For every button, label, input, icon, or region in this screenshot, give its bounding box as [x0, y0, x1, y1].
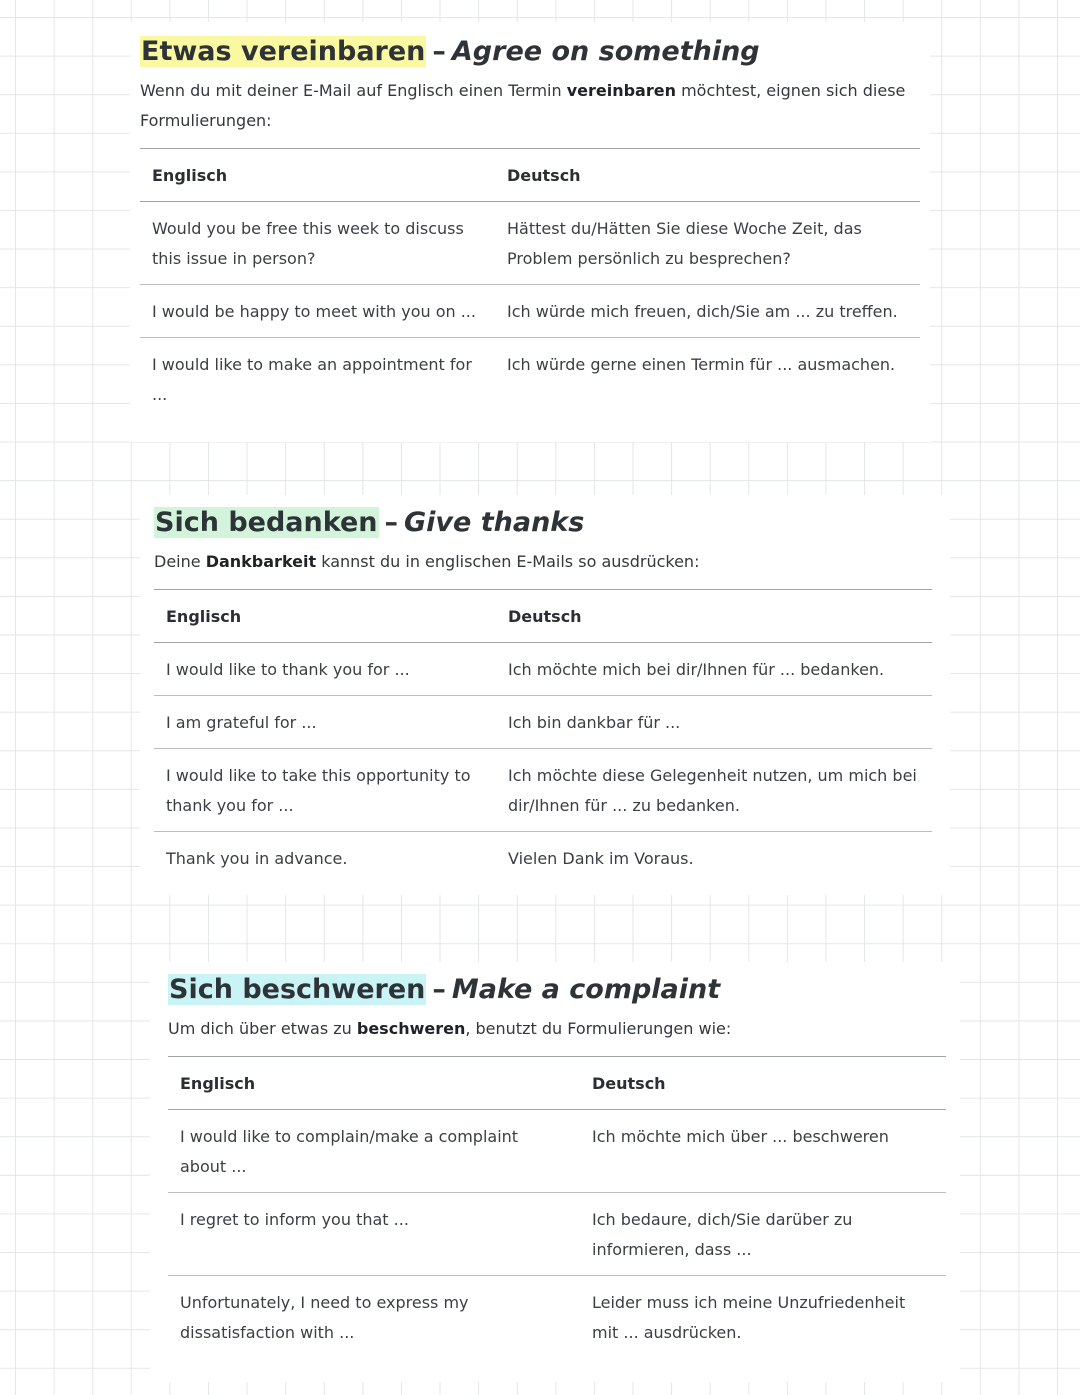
- table-row: [154, 643, 932, 696]
- cell-english: Unfortunately, I need to express my dissatisfaction with ...: [168, 1276, 580, 1359]
- heading-english: Agree on something: [451, 36, 760, 67]
- cell-english: I would like to thank you for ...: [166, 660, 410, 679]
- phrase-table: [154, 589, 932, 884]
- table-row: [168, 1276, 946, 1359]
- table-row: [154, 832, 932, 885]
- heading-dash: –: [432, 36, 446, 67]
- section-intro: Um dich über etwas zu beschweren, benutzt du Formulierungen wie:: [168, 1019, 732, 1038]
- cell-german: Ich möchte diese Gelegenheit nutzen, um mich bei dir/Ihnen für ... zu bedanken.: [496, 749, 932, 832]
- section-heading: [140, 32, 920, 72]
- cell-german: Ich möchte mich über ... beschweren: [592, 1127, 889, 1146]
- section-intro: Deine Dankbarkeit kannst du in englischen E-Mails so ausdrücken:: [154, 552, 700, 571]
- section-complaint: [150, 962, 960, 1382]
- phrase-table: [168, 1056, 946, 1358]
- section-heading: [168, 970, 946, 1010]
- header-german: Deutsch: [496, 590, 932, 643]
- section-agree: [130, 22, 930, 442]
- header-english: Englisch: [154, 590, 496, 643]
- heading-english: Give thanks: [404, 507, 585, 538]
- cell-english: I would like to make an appointment for ...: [140, 338, 495, 421]
- section-thanks: [140, 495, 950, 895]
- heading-dash: –: [432, 974, 446, 1005]
- section-heading: [154, 503, 932, 543]
- heading-german: Sich beschweren: [169, 974, 426, 1005]
- phrase-table: [140, 148, 920, 420]
- cell-german: Ich bedaure, dich/Sie darüber zu informieren, dass ...: [580, 1193, 946, 1276]
- table-row: [140, 338, 920, 421]
- table-row: [140, 285, 920, 338]
- table-header-row: [168, 1057, 946, 1110]
- header-german: Deutsch: [580, 1057, 946, 1110]
- table-row: [154, 696, 932, 749]
- heading-english: Make a complaint: [451, 974, 721, 1005]
- cell-english: I would be happy to meet with you on ...: [140, 285, 495, 338]
- heading-german: Sich bedanken: [155, 507, 378, 538]
- table-row: [154, 749, 932, 832]
- section-intro: Wenn du mit deiner E-Mail auf Englisch einen Termin vereinbaren möchtest, eignen sich diese Formulierungen:: [140, 81, 906, 130]
- cell-german: Leider muss ich meine Unzufriedenheit mit ... ausdrücken.: [580, 1276, 946, 1359]
- header-english: Englisch: [168, 1057, 580, 1110]
- table-row: [168, 1193, 946, 1276]
- cell-english: I would like to take this opportunity to thank you for ...: [154, 749, 496, 832]
- header-english: Englisch: [140, 149, 495, 202]
- cell-english: Thank you in advance.: [154, 832, 496, 885]
- heading-german: Etwas vereinbaren: [141, 36, 426, 67]
- cell-english: I would like to complain/make a complaint about ...: [180, 1127, 519, 1176]
- heading-dash: –: [384, 507, 398, 538]
- cell-german: Vielen Dank im Voraus.: [496, 832, 932, 885]
- cell-german: Ich möchte mich bei dir/Ihnen für ... bedanken.: [508, 660, 885, 679]
- table-row: [140, 202, 920, 285]
- cell-german: Hättest du/Hätten Sie diese Woche Zeit, das Problem persönlich zu besprechen?: [507, 219, 862, 268]
- cell-german: Ich würde mich freuen, dich/Sie am ... zu treffen.: [495, 285, 920, 338]
- cell-german: Ich bin dankbar für ...: [496, 696, 932, 749]
- cell-english: Would you be free this week to discuss this issue in person?: [152, 219, 464, 268]
- cell-english: I regret to inform you that ...: [168, 1193, 580, 1276]
- cell-german: Ich würde gerne einen Termin für ... ausmachen.: [495, 338, 920, 421]
- header-german: Deutsch: [495, 149, 920, 202]
- table-header-row: [140, 149, 920, 202]
- table-header-row: [154, 590, 932, 643]
- table-row: [168, 1110, 946, 1193]
- cell-english: I am grateful for ...: [154, 696, 496, 749]
